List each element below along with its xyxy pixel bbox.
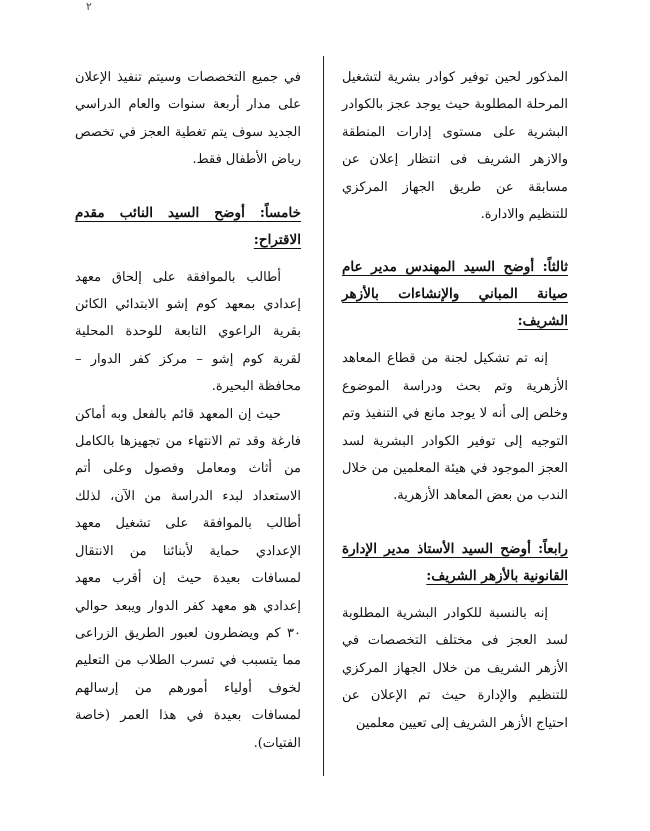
left-column [75, 64, 301, 757]
section-5-heading: خامساً: أوضح السيد النائب مقدم الاقتراح: [75, 204, 301, 248]
section-3-body: إنه تم تشكيل لجنة من قطاع المعاهد الأزهرية وتم بحث ودراسة الموضوع وخلص إلى أنه لا يوجد مانع في التنفيذ وتم التوجيه إلى توفير الكوادر البشرية لسد العجز الموجود في هيئة المعلمين من خلال الندب من بعض المعاهد الأزهرية. [342, 351, 568, 504]
continuation-paragraph: المذكور لحين توفير كوادر بشرية لتشغيل المرحلة المطلوبة حيث يوجد عجز بالكوادر البشرية على مستوى إدارات المنطقة والازهر الشريف فى انتظار إعلان عن مسابقة عن طريق الجهاز المركزي للتنظيم والادارة. [342, 70, 568, 223]
section-4-heading: رابعاً: أوضح السيد الأستاذ مدير الإدارة القانونية بالأزهر الشريف: [342, 540, 568, 584]
section-4-body: إنه بالنسبة للكوادر البشرية المطلوبة لسد العجز فى مختلف التخصصات في الأزهر الشريف من خلال الجهاز المركزي للتنظيم والإدارة حيث تم الإعلان عن احتياج الأزهر الشريف إلى تعيين معلمين [342, 605, 568, 731]
section-3-heading: ثالثاً: أوضح السيد المهندس مدير عام صيانة المباني والإنشاءات بالأزهر الشريف: [342, 259, 568, 330]
continuation-paragraph: في جميع التخصصات وسيتم تنفيذ الإعلان على مدار أربعة سنوات والعام الدراسي الجديد سوف يتم تغطية العجز في تخصص رياض الأطفال فقط. [75, 70, 301, 168]
right-column [342, 64, 568, 737]
column-divider [323, 56, 324, 776]
section-5-paragraph-1: أطالب بالموافقة على إلحاق معهد إعدادي بمعهد كوم إشو الابتدائي الكائن بقرية الراعوي التابعة للوحدة المحلية لقرية كوم إشو – مركز كفر الدوار – محافظة البحيرة. [75, 269, 301, 395]
page-number: ٢ [86, 0, 92, 13]
section-5-paragraph-2: حيث إن المعهد قائم بالفعل وبه أماكن فارغة وقد تم الانتهاء من تجهيزها بالكامل من أثاث ومعامل وفصول وعلى أتم الاستعداد لبدء الدراسة من الآن، لذلك أطالب بالموافقة على تشغيل معهد الإعدادي حماية لأبنائنا من الانتقال لمسافات بعيدة حيث إن أقرب معهد إعدادي هو معهد كفر الدوار ويبعد حوالي ٣٠ كم ويضطرون لعبور الطريق الزراعى مما يتسبب في تسرب الطلاب من التعليم لخوف أولياء أمورهم من إرسالهم لمسافات بعيدة في هذا العمر (خاصة الفتيات). [75, 406, 301, 751]
